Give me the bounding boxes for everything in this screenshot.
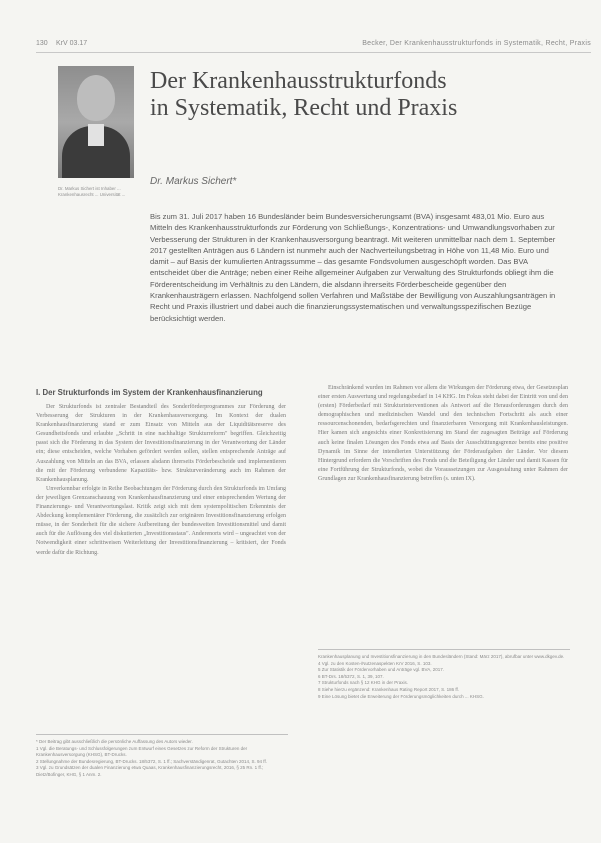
paragraph: Der Strukturfonds ist zentraler Bestandteil des Sonderförderprogrammes zur Förderung der Verbesserung der Strukturen in der Krankenhausversorgung. Im Kontext der dualen Krankenhausfinanzierung stand er zum Einsatz von Mitteln aus der Liquiditätsreserve des Gesundheitsfonds und erlaubte „Schritt in eine nachhaltige Strukturreform" begriffen. Gleichzeitig passt sich die Förderung in das System der Investitionsfinanzierung in der Verantwortung der Länder ein; diese entscheiden, welche Vorhaben gefördert werden sollen, stellen entsprechende Anträge auf Auszahlung von Mitteln an das BVA, erlassen alsdann ihrerseits Förderbescheide und implementieren die mit der Förderung verbundene Kapazitäts- bzw. Strukturveränderung auch im Rahmen der Krankenhausplanung. [36,404,286,483]
footnotes-right [318,649,570,700]
journal-label: KrV 03.17 [56,40,88,47]
abstract: Bis zum 31. Juli 2017 haben 16 Bundesländer beim Bundesversicherungsamt (BVA) insgesamt 483,01 Mio. Euro aus Mitteln des Krankenhausstrukturfonds zur Förderung von Schließungs-, Konzentrations- und Umwandlungsvorhaben zur Verbesserung der Strukturen in der Krankenhausversorgung beantragt. Mit weiteren unmittelbar nach dem 1. September 2017 gestellten Anträgen aus 6 Ländern ist nunmehr auch der Nachverteilungsbetrag in Höhe von 11,48 Mio. Euro und damit – auf Basis der kumulierten Antragssumme – das gesamte Fondsvolumen ausgeschöpft worden. Das BVA entscheidet über die Anträge; neben einer Reihe allgemeiner Aufgaben zur Verwaltung des Strukturfonds obliegt ihm die Förderentscheidung im Verhältnis zu den Ländern, die alsdann ihrerseits Förderbescheide gegenüber den Krankenhausträgern erlassen. Nachfolgend sollen Verfahren und Maßstäbe der Bewilligung von Auszahlungsanträgen in Recht und Praxis illustriert und dabei auch die finanzierungssystematischen und verwaltungsspezifischen Bezüge berücksichtigt werden. [150,212,556,323]
footnote: * Der Beitrag gibt ausschließlich die persönliche Auffassung des Autors wieder. [36,739,193,744]
running-header [36,40,591,51]
page-number: 130 [36,40,48,47]
footnote: 7 Strukturfonds nach § 12 KHG in der Praxis. [318,680,409,686]
title-line-2: in Systematik, Recht und Praxis [150,95,458,121]
header-rule [36,52,591,53]
footnote: 8 Siehe hierzu ergänzend: Krankenhaus Rating Report 2017, S. 186 ff. [318,686,460,692]
title-line-1: Der Krankenhausstrukturfonds [150,68,447,94]
footnote: 3 Vgl. zu Grundsätzen der dualen Finanzierung etwa Quaas, Krankenhausfinanzierungsrecht, 2016, § 25 Rn. 1 ff.; Dietz/Bofinger, KHG, § 1 Anm. 2. [36,765,264,777]
paragraph: Einschränkend wurden im Rahmen vor allem die Wirkungen der Förderung etwa, der Gesetzesplan einer ersten Auswertung und regelungsbedarf in 14 KHG. Im Fokus steht dabei der Eintritt von und den (ersten) Förderbedarf mit Strukturinterventionen als Antwort auf die Herausforderungen durch den demographischen und medizinischen Wandel und den technischen Fortschritt als auch einer ressourcenschonenden, bedarfsgerechten und finanzierbaren Versorgung mit Krankenhausleistungen. Hier kamen sich angesichts einer Konkretisierung im Stand der zugesagten Beiträge auf Förderung auch keine finalen Lösungen des Fonds etwa auf Basis der Ausschüttungsgrenze bereits eine positive Dynamik im Sinne der intendierten Unterstützung der Förderaufgaben der Länder. Vor diesem Hintergrund erfordern die Vorschriften des Fonds und die Beteiligung der Länder und damit Kassen für eine Fortführung der Strukturfonds, wobei die Voraussetzungen zur Ausgestaltung unter Rahmen der Grundlagen zur Krankenhausfinanzierung betreffen (s. unten IX). [318,385,568,482]
footnote: 9 Eine Lösung bietet die Erweiterung der Förderungsmöglichkeiten durch ... KHSG. [318,693,484,699]
right-column [318,384,568,484]
footnote: Krankenhausplanung und Investitionsfinanzierung in den Bundesländern (Stand: März 2017), abrufbar unter www.dkgev.de. [318,654,565,659]
footnote: 2 Stellungnahme der Bundesregierung, BT-Drucks. 18/5372, S. 1 ff.; Sachverständigenrat, Gutachten 2014, S. 94 ff. [36,758,267,764]
article-title [150,68,570,122]
paragraph: Unverkennbar erfolgte in Reihe Beobachtungen der Förderung durch den Strukturfonds im Umfang der jeweiligen Grenzanschauung von Krankenhausfinanzierung und einer entsprechenden Wertung der Finanzierungs- und Verantwortungslast. Kritik zeigt sich mit dem systempolitischen Erkenntnis der Abdeckung komplementärer Förderung, die zusätzlich zur originären Investitionsfinanzierung erfolgen müsse, in der Sonderheit für die sichere Aufbereitung der bundesweiten Investitionsmittel und damit auch für die Auflösung des viel diskutierten „Investitionsstaus". Anderenorts wird – ungeachtet von der Notwendigkeit einer schrittweisen Weiterleitung der Investitionsfinanzierung – kritisiert, der Fonds werde dafür die Richtung. [36,485,286,556]
left-column [36,388,286,558]
footnote: 4 Vgl. zu den Kosten-/Nutzenaspekten KrV 2016, S. 103. [318,660,432,666]
section-heading: I. Der Strukturfonds im System der Krankenhausfinanzierung [36,388,263,397]
author-photo [58,66,134,178]
section-label: Becker, Der Krankenhausstrukturfonds in Systematik, Recht, Praxis [362,40,591,47]
author-name: Dr. Markus Sichert* [150,176,237,187]
footnote: 6 BT-Drs. 18/5372, S. 1, 39, 107. [318,673,384,679]
footnotes-left [36,734,288,779]
author-bio: Dr. Markus Sichert ist Inhaber ... Krankenhausrecht ... Universität ... [58,186,126,198]
footnote: 5 Zur Statistik der Fördervorhaben und Anträge vgl. BVA, 2017. [318,667,444,673]
footnote: 1 Vgl. die Beratungs- und Schlussfolgerungen zum Entwurf eines Gesetzes zur Reform der Strukturen der Krankenhausversorgung (KHSG), BT-Drucks. [36,745,248,758]
